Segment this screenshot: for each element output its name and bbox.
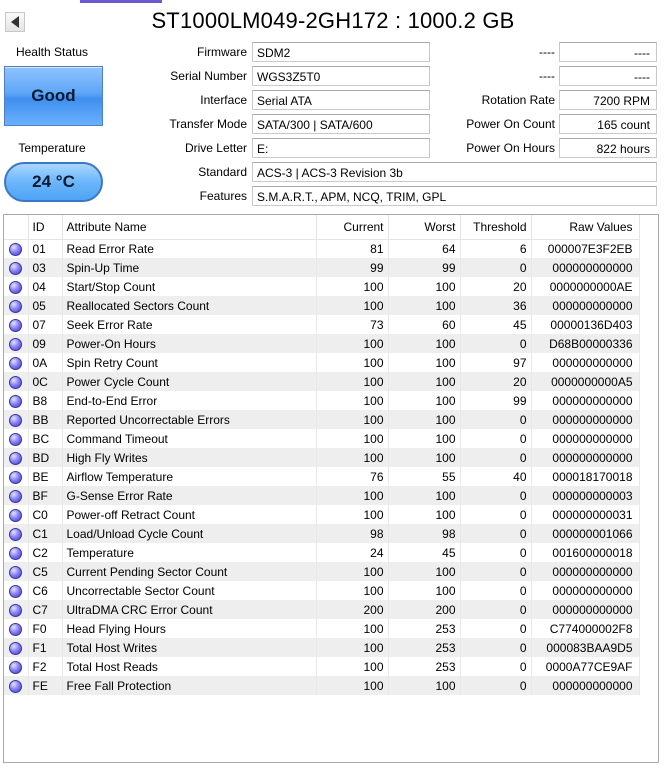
attribute-id-cell: 07 — [28, 315, 62, 334]
attribute-id-cell: 09 — [28, 334, 62, 353]
raw-value-cell: C774000002F8 — [531, 619, 639, 638]
worst-value-cell: 100 — [388, 581, 460, 600]
status-good-dot-icon — [9, 528, 22, 541]
status-cell — [4, 410, 28, 429]
current-value-cell: 200 — [316, 600, 388, 619]
status-cell — [4, 676, 28, 695]
table-row[interactable] — [4, 486, 639, 505]
worst-value-cell: 99 — [388, 258, 460, 277]
status-good-dot-icon — [9, 642, 22, 655]
table-row[interactable] — [4, 524, 639, 543]
standard-field: ACS-3 | ACS-3 Revision 3b — [252, 162, 657, 182]
attribute-name-cell: Spin Retry Count — [62, 353, 316, 372]
status-good-dot-icon — [9, 547, 22, 560]
worst-value-cell: 100 — [388, 429, 460, 448]
attribute-name-cell: Command Timeout — [62, 429, 316, 448]
raw-value-cell: 000000000000 — [531, 676, 639, 695]
drive-letter-field: E: — [252, 138, 430, 158]
worst-value-cell: 100 — [388, 486, 460, 505]
table-row[interactable] — [4, 467, 639, 486]
attribute-name-cell: Uncorrectable Sector Count — [62, 581, 316, 600]
status-cell — [4, 524, 28, 543]
attribute-name-cell: End-to-End Error — [62, 391, 316, 410]
threshold-value-cell: 20 — [460, 277, 531, 296]
worst-value-cell: 100 — [388, 410, 460, 429]
worst-value-cell: 100 — [388, 448, 460, 467]
table-row[interactable] — [4, 448, 639, 467]
attribute-id-cell: F2 — [28, 657, 62, 676]
worst-value-cell: 98 — [388, 524, 460, 543]
status-good-dot-icon — [9, 414, 22, 427]
worst-value-cell: 64 — [388, 239, 460, 258]
attribute-name-cell: Power-On Hours — [62, 334, 316, 353]
attribute-name-cell: Power Cycle Count — [62, 372, 316, 391]
raw-value-cell: 000007E3F2EB — [531, 239, 639, 258]
table-row[interactable] — [4, 334, 639, 353]
table-row[interactable] — [4, 239, 639, 258]
threshold-value-cell: 20 — [460, 372, 531, 391]
attribute-name-cell: High Fly Writes — [62, 448, 316, 467]
status-good-dot-icon — [9, 300, 22, 313]
smart-attributes-table[interactable] — [3, 214, 659, 763]
features-field: S.M.A.R.T., APM, NCQ, TRIM, GPL — [252, 186, 657, 206]
attribute-id-cell: C7 — [28, 600, 62, 619]
raw-value-cell: 000018170018 — [531, 467, 639, 486]
attribute-name-cell: Head Flying Hours — [62, 619, 316, 638]
threshold-value-cell: 40 — [460, 467, 531, 486]
threshold-value-cell: 0 — [460, 258, 531, 277]
threshold-value-cell: 0 — [460, 638, 531, 657]
worst-value-cell: 100 — [388, 676, 460, 695]
raw-value-cell: 000000000000 — [531, 296, 639, 315]
status-cell — [4, 505, 28, 524]
rotation-rate-field: 7200 RPM — [559, 90, 657, 110]
status-cell — [4, 429, 28, 448]
features-label: Features — [199, 189, 247, 203]
status-cell — [4, 448, 28, 467]
threshold-value-cell: 0 — [460, 657, 531, 676]
attribute-id-cell: FE — [28, 676, 62, 695]
threshold-value-cell: 0 — [460, 429, 531, 448]
status-cell — [4, 296, 28, 315]
attribute-id-cell: C1 — [28, 524, 62, 543]
attribute-name-cell: UltraDMA CRC Error Count — [62, 600, 316, 619]
attribute-id-cell: BB — [28, 410, 62, 429]
raw-value-cell: 000000000000 — [531, 581, 639, 600]
power-on-count-label: Power On Count — [466, 117, 555, 131]
status-good-dot-icon — [9, 262, 22, 275]
status-cell — [4, 486, 28, 505]
threshold-value-cell: 6 — [460, 239, 531, 258]
firmware-field: SDM2 — [252, 42, 430, 62]
attribute-id-cell: 03 — [28, 258, 62, 277]
attribute-id-cell: 0A — [28, 353, 62, 372]
status-good-dot-icon — [9, 357, 22, 370]
raw-value-cell: 000000000000 — [531, 410, 639, 429]
raw-value-cell: 000000000003 — [531, 486, 639, 505]
temperature-label: Temperature — [18, 141, 86, 155]
threshold-value-cell: 0 — [460, 524, 531, 543]
current-value-cell: 100 — [316, 562, 388, 581]
top-accent-bar — [80, 0, 162, 3]
transfer-mode-label: Transfer Mode — [169, 117, 247, 131]
smart-table-body — [4, 239, 639, 695]
status-cell — [4, 581, 28, 600]
attribute-name-cell: Power-off Retract Count — [62, 505, 316, 524]
raw-values-column-header[interactable]: Raw Values — [531, 215, 639, 239]
drive-title: ST1000LM049-2GH172 : 1000.2 GB — [151, 8, 515, 33]
attribute-id-cell: B8 — [28, 391, 62, 410]
raw-value-cell: 000000000031 — [531, 505, 639, 524]
table-row[interactable] — [4, 372, 639, 391]
threshold-value-cell: 0 — [460, 600, 531, 619]
attribute-name-cell: Free Fall Protection — [62, 676, 316, 695]
blank-1-field: ---- — [559, 42, 657, 62]
table-row[interactable] — [4, 543, 639, 562]
attribute-id-cell: BD — [28, 448, 62, 467]
worst-value-cell: 55 — [388, 467, 460, 486]
attribute-name-cell: G-Sense Error Rate — [62, 486, 316, 505]
threshold-value-cell: 0 — [460, 448, 531, 467]
blank-1-label: ---- — [539, 45, 555, 59]
threshold-value-cell: 0 — [460, 410, 531, 429]
attribute-id-cell: C0 — [28, 505, 62, 524]
attribute-name-cell: Start/Stop Count — [62, 277, 316, 296]
current-value-cell: 76 — [316, 467, 388, 486]
status-good-dot-icon — [9, 433, 22, 446]
status-good-dot-icon — [9, 281, 22, 294]
raw-value-cell: 000000000000 — [531, 600, 639, 619]
worst-value-cell: 100 — [388, 334, 460, 353]
current-value-cell: 100 — [316, 353, 388, 372]
transfer-mode-field: SATA/300 | SATA/600 — [252, 114, 430, 134]
table-row[interactable] — [4, 410, 639, 429]
drive-letter-label: Drive Letter — [184, 141, 247, 155]
attribute-name-cell: Reported Uncorrectable Errors — [62, 410, 316, 429]
status-good-dot-icon — [9, 623, 22, 636]
table-header-row — [4, 215, 639, 239]
current-value-cell: 100 — [316, 296, 388, 315]
status-cell — [4, 600, 28, 619]
raw-value-cell: 0000A77CE9AF — [531, 657, 639, 676]
raw-value-cell: 000000000000 — [531, 353, 639, 372]
attribute-id-cell: 0C — [28, 372, 62, 391]
status-cell — [4, 638, 28, 657]
threshold-value-cell: 0 — [460, 543, 531, 562]
current-value-cell: 100 — [316, 638, 388, 657]
threshold-value-cell: 0 — [460, 505, 531, 524]
threshold-value-cell: 97 — [460, 353, 531, 372]
threshold-column-header[interactable]: Threshold — [460, 215, 531, 239]
standard-label: Standard — [198, 165, 247, 179]
attribute-name-cell: Total Host Reads — [62, 657, 316, 676]
attribute-name-cell: Read Error Rate — [62, 239, 316, 258]
attribute-name-cell: Total Host Writes — [62, 638, 316, 657]
threshold-value-cell: 0 — [460, 334, 531, 353]
status-cell — [4, 258, 28, 277]
id-column-header[interactable]: ID — [28, 215, 62, 239]
raw-value-cell: 0000000000A5 — [531, 372, 639, 391]
worst-value-cell: 100 — [388, 562, 460, 581]
blank-2-field: ---- — [559, 66, 657, 86]
table-row[interactable] — [4, 429, 639, 448]
current-value-cell: 24 — [316, 543, 388, 562]
current-value-cell: 100 — [316, 372, 388, 391]
threshold-value-cell: 0 — [460, 581, 531, 600]
raw-value-cell: 000000000000 — [531, 448, 639, 467]
status-good-dot-icon — [9, 661, 22, 674]
attribute-id-cell: C5 — [28, 562, 62, 581]
threshold-value-cell: 0 — [460, 486, 531, 505]
attribute-id-cell: C2 — [28, 543, 62, 562]
current-value-cell: 98 — [316, 524, 388, 543]
worst-value-cell: 100 — [388, 296, 460, 315]
worst-value-cell: 100 — [388, 277, 460, 296]
current-value-cell: 99 — [316, 258, 388, 277]
attribute-name-cell: Current Pending Sector Count — [62, 562, 316, 581]
serial-number-label: Serial Number — [170, 69, 247, 83]
current-value-cell: 100 — [316, 676, 388, 695]
attribute-id-cell: F1 — [28, 638, 62, 657]
interface-label: Interface — [200, 93, 247, 107]
current-value-cell: 100 — [316, 277, 388, 296]
table-row[interactable] — [4, 619, 639, 638]
attribute-id-cell: BC — [28, 429, 62, 448]
table-row[interactable] — [4, 315, 639, 334]
status-cell — [4, 372, 28, 391]
status-cell — [4, 467, 28, 486]
table-row[interactable] — [4, 296, 639, 315]
status-cell — [4, 334, 28, 353]
rotation-rate-label: Rotation Rate — [481, 93, 555, 107]
power-on-hours-label: Power On Hours — [466, 141, 555, 155]
current-value-cell: 100 — [316, 334, 388, 353]
health-status-label: Health Status — [15, 45, 89, 59]
attribute-id-cell: 04 — [28, 277, 62, 296]
threshold-value-cell: 0 — [460, 619, 531, 638]
blank-2-label: ---- — [539, 69, 555, 83]
status-good-dot-icon — [9, 338, 22, 351]
attribute-id-cell: F0 — [28, 619, 62, 638]
worst-value-cell: 100 — [388, 391, 460, 410]
status-good-dot-icon — [9, 319, 22, 332]
threshold-value-cell: 0 — [460, 676, 531, 695]
table-row[interactable] — [4, 391, 639, 410]
current-value-cell: 81 — [316, 239, 388, 258]
table-row[interactable] — [4, 277, 639, 296]
table-row[interactable] — [4, 505, 639, 524]
firmware-label: Firmware — [197, 45, 247, 59]
worst-value-cell: 60 — [388, 315, 460, 334]
raw-value-cell: 000000000000 — [531, 391, 639, 410]
current-value-cell: 73 — [316, 315, 388, 334]
worst-value-cell: 100 — [388, 505, 460, 524]
status-good-dot-icon — [9, 509, 22, 522]
worst-value-cell: 200 — [388, 600, 460, 619]
attribute-name-cell: Reallocated Sectors Count — [62, 296, 316, 315]
status-good-dot-icon — [9, 376, 22, 389]
raw-value-cell: D68B00000336 — [531, 334, 639, 353]
current-value-cell: 100 — [316, 619, 388, 638]
table-row[interactable] — [4, 353, 639, 372]
status-good-dot-icon — [9, 395, 22, 408]
attribute-name-column-header[interactable]: Attribute Name — [62, 215, 316, 239]
raw-value-cell: 000000000000 — [531, 258, 639, 277]
raw-value-cell: 00000136D403 — [531, 315, 639, 334]
current-value-cell: 100 — [316, 657, 388, 676]
worst-column-header[interactable]: Worst — [388, 215, 460, 239]
raw-value-cell: 001600000018 — [531, 543, 639, 562]
status-cell — [4, 619, 28, 638]
status-good-dot-icon — [9, 471, 22, 484]
current-value-cell: 100 — [316, 429, 388, 448]
threshold-value-cell: 0 — [460, 562, 531, 581]
status-cell — [4, 315, 28, 334]
table-row[interactable] — [4, 657, 639, 676]
attribute-id-cell: BF — [28, 486, 62, 505]
threshold-value-cell: 45 — [460, 315, 531, 334]
status-good-dot-icon — [9, 585, 22, 598]
raw-value-cell: 000000001066 — [531, 524, 639, 543]
status-good-dot-icon — [9, 452, 22, 465]
table-row[interactable] — [4, 562, 639, 581]
raw-value-cell: 000000000000 — [531, 429, 639, 448]
status-good-dot-icon — [9, 566, 22, 579]
worst-value-cell: 100 — [388, 372, 460, 391]
status-cell — [4, 543, 28, 562]
status-cell — [4, 239, 28, 258]
current-value-cell: 100 — [316, 505, 388, 524]
serial-number-field: WGS3Z5T0 — [252, 66, 430, 86]
current-value-cell: 100 — [316, 486, 388, 505]
current-value-cell: 100 — [316, 581, 388, 600]
threshold-value-cell: 36 — [460, 296, 531, 315]
worst-value-cell: 253 — [388, 657, 460, 676]
table-row[interactable] — [4, 581, 639, 600]
power-on-count-field: 165 count — [559, 114, 657, 134]
raw-value-cell: 000083BAA9D5 — [531, 638, 639, 657]
status-good-dot-icon — [9, 243, 22, 256]
status-cell — [4, 657, 28, 676]
worst-value-cell: 253 — [388, 619, 460, 638]
table-row[interactable] — [4, 258, 639, 277]
table-row[interactable] — [4, 638, 639, 657]
temperature-button[interactable]: 24 °C — [4, 162, 103, 202]
attribute-name-cell: Airflow Temperature — [62, 467, 316, 486]
attribute-id-cell: 05 — [28, 296, 62, 315]
attribute-id-cell: C6 — [28, 581, 62, 600]
status-cell — [4, 277, 28, 296]
current-column-header[interactable]: Current — [316, 215, 388, 239]
status-cell — [4, 353, 28, 372]
status-cell — [4, 391, 28, 410]
health-status-button[interactable]: Good — [4, 66, 103, 126]
attribute-id-cell: BE — [28, 467, 62, 486]
status-cell — [4, 562, 28, 581]
table-row[interactable] — [4, 600, 639, 619]
status-column-header[interactable] — [4, 215, 28, 239]
interface-field: Serial ATA — [252, 90, 430, 110]
current-value-cell: 100 — [316, 391, 388, 410]
worst-value-cell: 45 — [388, 543, 460, 562]
raw-value-cell: 000000000000 — [531, 562, 639, 581]
attribute-name-cell: Load/Unload Cycle Count — [62, 524, 316, 543]
attribute-name-cell: Seek Error Rate — [62, 315, 316, 334]
attribute-id-cell: 01 — [28, 239, 62, 258]
worst-value-cell: 253 — [388, 638, 460, 657]
worst-value-cell: 100 — [388, 353, 460, 372]
current-value-cell: 100 — [316, 410, 388, 429]
status-good-dot-icon — [9, 490, 22, 503]
status-good-dot-icon — [9, 604, 22, 617]
attribute-name-cell: Spin-Up Time — [62, 258, 316, 277]
current-value-cell: 100 — [316, 448, 388, 467]
threshold-value-cell: 99 — [460, 391, 531, 410]
status-good-dot-icon — [9, 680, 22, 693]
raw-value-cell: 0000000000AE — [531, 277, 639, 296]
power-on-hours-field: 822 hours — [559, 138, 657, 158]
attribute-name-cell: Temperature — [62, 543, 316, 562]
table-row[interactable] — [4, 676, 639, 695]
